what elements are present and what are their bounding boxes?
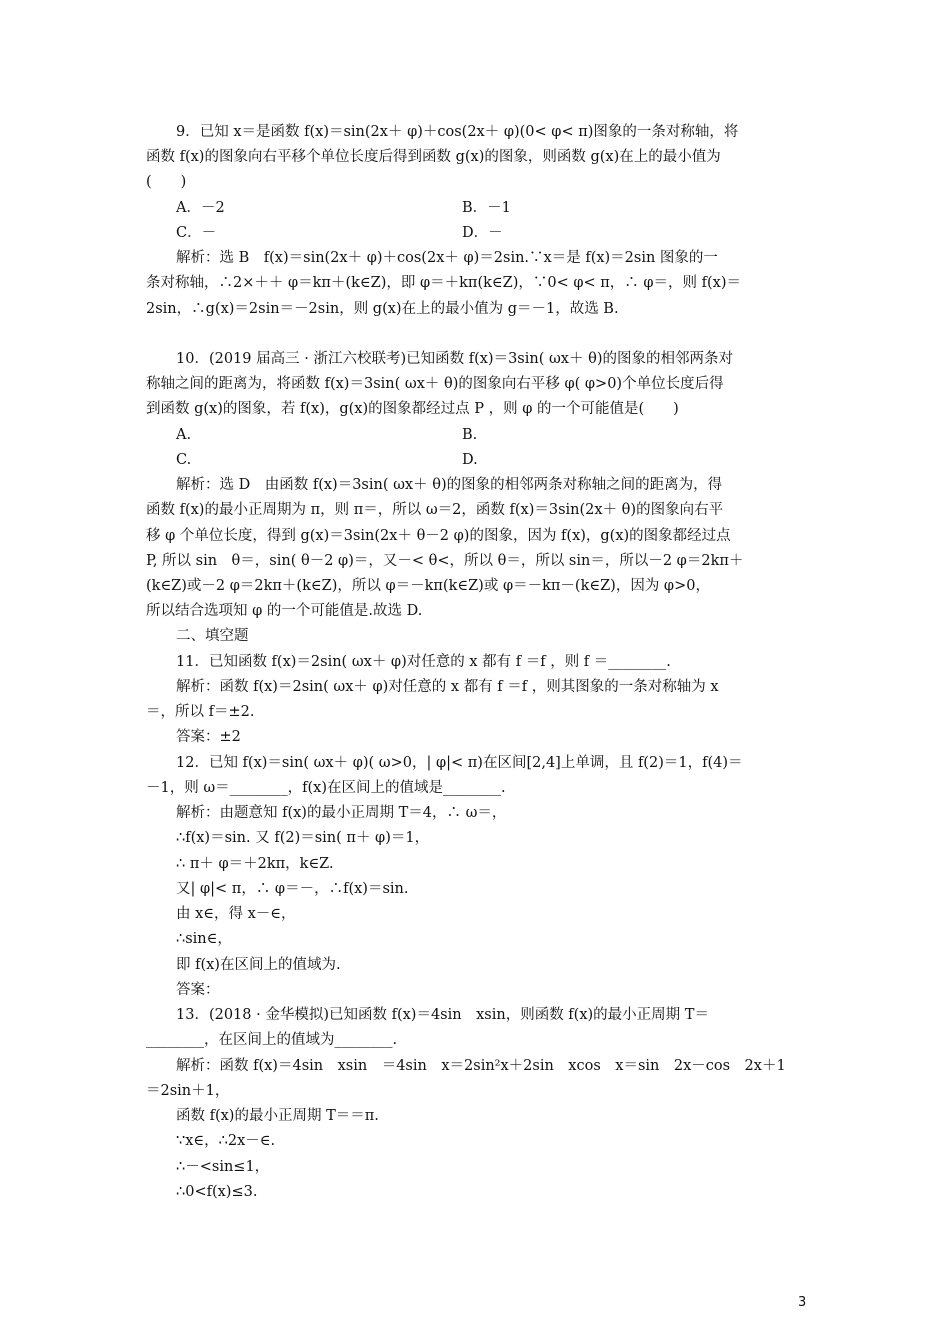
q9-option-c: C．－ [176, 225, 217, 241]
q10-solution-line4: P, 所以 sin θ＝，sin( θ－2 φ)＝，又－< θ<，所以 θ＝，所以 sin＝，所以－2 φ＝2kπ＋ [146, 553, 744, 569]
q12-solution-line1: 解析：由题意知 f(x)的最小正周期 T＝4，∴ ω＝， [176, 805, 507, 821]
q13-stem-line2: ________，在区间上的值域为________. [146, 1032, 398, 1048]
q10-solution-line5: (k∈Z)或－2 φ＝2kπ＋(k∈Z)，所以 φ＝－kπ(k∈Z)或 φ＝－kπ－(k∈Z)，因为 φ>0， [146, 578, 710, 594]
q11-solution-line2: ＝，所以 f＝±2. [146, 704, 255, 720]
q9-stem-line2: 函数 f(x)的图象向右平移个单位长度后得到函数 g(x)的图象，则函数 g(x)在上的最小值为 [146, 149, 721, 165]
q10-stem-line3: 到函数 g(x)的图象，若 f(x)，g(x)的图象都经过点 P ，则 φ 的一个可能值是( ) [146, 401, 679, 417]
q12-solution-line4: 又| φ|< π，∴ φ＝－，∴f(x)＝sin. [176, 881, 409, 897]
q9-solution-line3: 2sin，∴g(x)＝2sin＝－2sin，则 g(x)在上的最小值为 g＝－1，故选 B. [146, 301, 619, 317]
q13-solution-line5: ∴－<sin≤1， [176, 1159, 270, 1175]
q11-answer: 答案：±2 [176, 729, 241, 745]
q13-solution-line4: ∵x∈，∴2x－∈. [176, 1133, 276, 1149]
q9-solution-line1: 解析：选 B f(x)＝sin(2x＋ φ)＋cos(2x＋ φ)＝2sin.∵x＝是 f(x)＝2sin 图象的一 [176, 250, 718, 266]
q11-stem: 11．已知函数 f(x)＝2sin( ωx＋ φ)对任意的 x 都有 f ＝f ，则 f ＝________. [176, 654, 671, 670]
q13-solution-line3: 函数 f(x)的最小正周期 T＝＝π. [176, 1108, 379, 1124]
q12-solution-line7: 即 f(x)在区间上的值域为. [176, 957, 341, 973]
q10-option-a: A. [176, 427, 192, 443]
q13-solution-line1: 解析：函数 f(x)＝4sin xsin ＝4sin x＝2sin²x＋2sin xcos x＝sin 2x－cos 2x＋1 [176, 1058, 786, 1074]
q12-stem-line2: －1，则 ω＝________，f(x)在区间上的值域是________. [146, 780, 506, 796]
q10-solution-line2: 函数 f(x)的最小正周期为 π，则 π＝，所以 ω＝2，函数 f(x)＝3sin(2x＋ θ)的图象向右平 [146, 502, 724, 518]
q10-solution-line6: 所以结合选项知 φ 的一个可能值是.故选 D. [146, 603, 423, 619]
q12-solution-line6: ∴sin∈， [176, 931, 232, 947]
q10-solution-line3: 移 φ 个单位长度，得到 g(x)＝3sin(2x＋ θ－2 φ)的图象，因为 f(x)，g(x)的图象都经过点 [146, 528, 731, 544]
q13-solution-line6: ∴0<f(x)≤3. [176, 1184, 258, 1200]
q12-stem-line1: 12．已知 f(x)＝sin( ωx＋ φ)( ω>0，| φ|< π)在区间[2,4]上单调，且 f(2)＝1，f(4)＝ [176, 755, 743, 771]
q10-option-c: C. [176, 452, 192, 468]
q10-option-d: D. [462, 452, 478, 468]
q10-solution-line1: 解析：选 D 由函数 f(x)＝3sin( ωx＋ θ)的图象的相邻两条对称轴之间的距离为，得 [176, 477, 723, 493]
q12-solution-line5: 由 x∈，得 x－∈， [176, 906, 296, 922]
q9-stem-line1: 9．已知 x＝是函数 f(x)＝sin(2x＋ φ)＋cos(2x＋ φ)(0< φ< π)图象的一条对称轴，将 [176, 124, 739, 140]
q9-option-a: A．－2 [176, 200, 225, 216]
q11-solution-line1: 解析：函数 f(x)＝2sin( ωx＋ φ)对任意的 x 都有 f ＝f ，则其图象的一条对称轴为 x [176, 679, 719, 695]
page-number: 3 [798, 1295, 807, 1310]
q9-solution-line2: 条对称轴，∴2×＋＋ φ＝kπ＋(k∈Z)，即 φ＝＋kπ(k∈Z)，∵0< φ< π，∴ φ＝，则 f(x)＝ [146, 275, 742, 291]
q10-stem-line2: 称轴之间的距离为，将函数 f(x)＝3sin( ωx＋ θ)的图象向右平移 φ( φ>0)个单位长度后得 [146, 376, 724, 392]
section-heading: 二、填空题 [176, 628, 249, 644]
q12-answer: 答案： [176, 982, 220, 998]
q12-solution-line2: ∴f(x)＝sin. 又 f(2)＝sin( π＋ φ)＝1， [176, 830, 430, 846]
q9-option-b: B．－1 [462, 200, 511, 216]
q9-stem-line3: ( ) [146, 174, 187, 190]
q13-stem-line1: 13．(2018 · 金华模拟)已知函数 f(x)＝4sin xsin，则函数 f(x)的最小正周期 T＝ [176, 1007, 709, 1023]
q9-option-d: D．－ [462, 225, 503, 241]
q10-option-b: B. [462, 427, 478, 443]
q13-solution-line2: ＝2sin＋1， [146, 1083, 230, 1099]
q10-stem-line1: 10．(2019 届高三 · 浙江六校联考)已知函数 f(x)＝3sin( ωx＋ θ)的图象的相邻两条对 [176, 351, 733, 367]
q12-solution-line3: ∴ π＋ φ＝＋2kπ，k∈Z. [176, 856, 334, 872]
